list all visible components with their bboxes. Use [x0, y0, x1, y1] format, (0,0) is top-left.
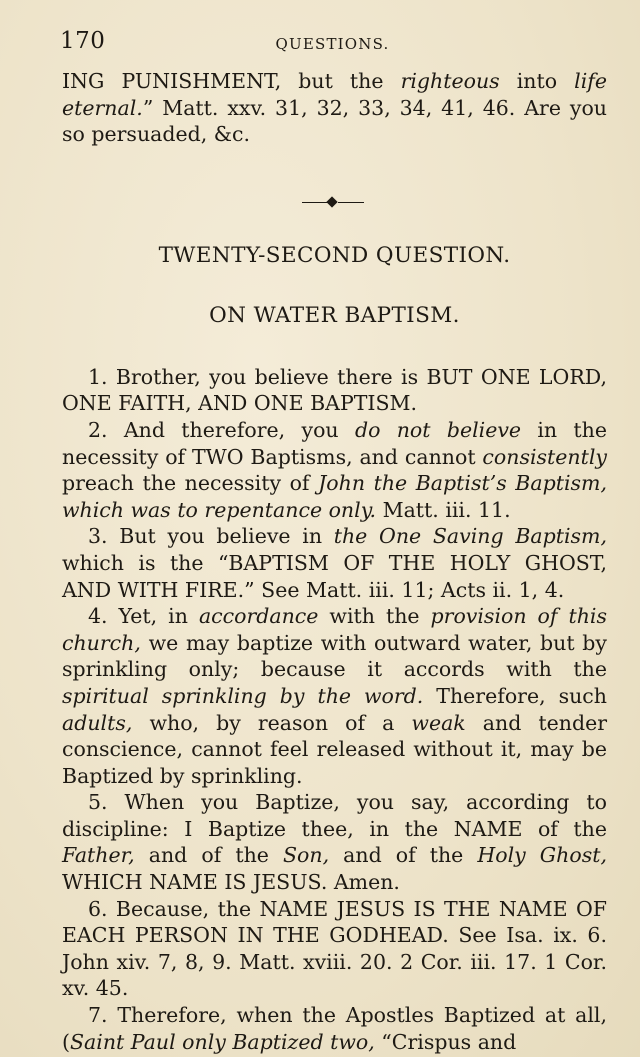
- p2-italic-b: do not believe: [354, 417, 522, 442]
- p5-italic-d: Son,: [282, 843, 330, 868]
- p5-italic-b: Father,: [62, 843, 135, 868]
- p4-text-e: we may baptize with outward water, but by sprinkling only; because it accords with the: [62, 630, 607, 682]
- p4-italic-b: accordance: [198, 604, 319, 629]
- p4-text-a: 4. Yet, in: [88, 604, 199, 629]
- section-divider: [62, 197, 607, 209]
- continuation-paragraph: [62, 68, 607, 148]
- paragraph-5: [62, 789, 607, 895]
- p7-italic-b: Saint Paul only Baptized two,: [70, 1029, 375, 1054]
- p4-text-c: with the: [318, 604, 431, 629]
- section-title: TWENTY-SECOND QUESTION.: [158, 242, 511, 268]
- continuation-text-3: into: [499, 69, 575, 93]
- paragraph-2: [62, 417, 607, 523]
- p4-italic-h: adults,: [62, 710, 133, 735]
- p2-text-g: Matt. iii. 11.: [376, 497, 511, 522]
- p4-italic-d: provision of this church,: [62, 604, 607, 655]
- page-body: [62, 68, 607, 1055]
- p4-text-k: and tender conscience, cannot feel released without it, may be Baptized by sprinkling.: [62, 710, 607, 788]
- section-subtitle: ON WATER BAPTISM.: [209, 302, 460, 328]
- p2-italic-f: John the Baptist’s Baptism, which was to repentance only.: [62, 471, 607, 522]
- p6-text: 6. Because, the NAME JESUS IS THE NAME OF EACH PERSON IN THE GODHEAD. See Isa. ix. 6. John xiv. 7, 8, 9. Matt. xviii. 20. 2 Cor. iii. 17. 1 Cor. xv. 45.: [62, 896, 607, 1001]
- p5-text-g: WHICH NAME IS JESUS. Amen.: [62, 870, 400, 895]
- p5-text-e: and of the: [329, 843, 478, 868]
- p4-text-i: who, by reason of a: [132, 710, 412, 735]
- continuation-text-2: but the: [281, 69, 401, 93]
- continuation-italic-2: life eternal.: [62, 69, 608, 120]
- p7-text-c: “Crispus and: [374, 1029, 517, 1054]
- p4-italic-f: spiritual sprinkling by the word.: [62, 683, 424, 708]
- p3-text-c: which is the “BAPTISM OF THE HOLY GHOST, AND WITH FIRE.” See Matt. iii. 11; Acts ii. 1, 4.: [62, 550, 607, 602]
- p2-text-a: 2. And therefore, you: [88, 417, 355, 442]
- p1-text: 1. Brother, you believe there is BUT ONE LORD, ONE FAITH, AND ONE BAPTISM.: [62, 364, 607, 416]
- p7-text-a: 7. Therefore, when the Apostles Baptized at all, (: [62, 1003, 607, 1054]
- page-number: 170: [60, 28, 106, 54]
- p5-text-a: 5. When you Baptize, you say, according to discipline: I Baptize thee, in the NAME of the: [62, 790, 607, 841]
- paragraph-3: [62, 523, 607, 603]
- divider-line-right: [338, 202, 364, 204]
- p2-text-c: in the necessity of TWO Baptisms, and cannot: [62, 417, 608, 469]
- continuation-text-1: ING PUNISHMENT,: [62, 69, 282, 93]
- p3-italic-b: the One Saving Baptism,: [333, 524, 607, 549]
- paragraph-1: [62, 364, 607, 417]
- divider-diamond-icon: [326, 196, 337, 207]
- paragraph-7: [62, 1002, 607, 1055]
- running-head: QUESTIONS.: [275, 35, 390, 53]
- p5-italic-f: Holy Ghost,: [477, 843, 607, 868]
- continuation-text-4: ” Matt. xxv. 31, 32, 33, 34, 41, 46. Are you so persuaded, &c.: [62, 95, 607, 147]
- divider-line-left: [302, 202, 328, 204]
- p4-text-g: Therefore, such: [423, 683, 607, 708]
- paragraph-6: [62, 896, 607, 1002]
- p2-italic-d: consistently: [482, 444, 607, 469]
- p5-text-c: and of the: [134, 843, 283, 868]
- p4-italic-j: weak: [411, 710, 466, 735]
- paragraph-4: [62, 603, 607, 789]
- page-header: [60, 28, 605, 58]
- p3-text-a: 3. But you believe in: [88, 524, 334, 549]
- p2-text-e: preach the necessity of: [62, 471, 319, 496]
- continuation-italic-1: righteous: [400, 69, 500, 93]
